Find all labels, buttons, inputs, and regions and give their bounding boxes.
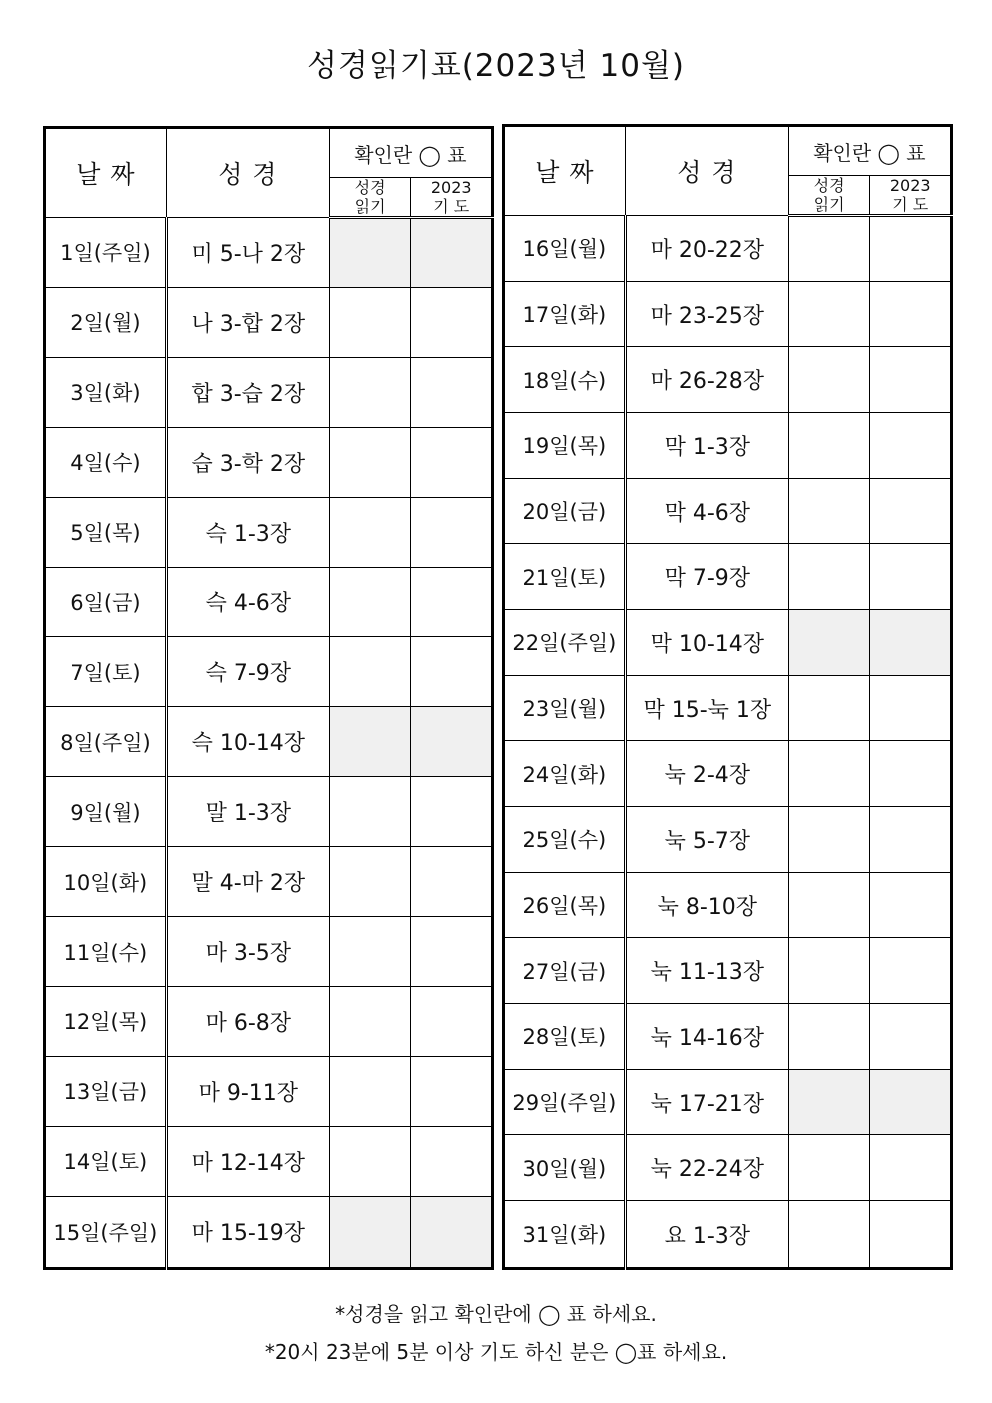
- prayer-check-cell[interactable]: [870, 544, 952, 610]
- table-row: [504, 938, 952, 1004]
- table-row: [45, 986, 493, 1056]
- row-date: 21일(토): [504, 544, 626, 610]
- reading-check-cell[interactable]: [788, 1004, 870, 1070]
- prayer-check-cell[interactable]: [870, 807, 952, 873]
- row-reading: 말 1-3장: [166, 777, 329, 847]
- header-prayer-line1: 2023: [889, 176, 931, 195]
- row-reading: 막 15-눅 1장: [625, 675, 788, 741]
- row-date: 4일(수): [45, 427, 167, 497]
- reading-check-cell[interactable]: [788, 347, 870, 413]
- header-bible-reading: [329, 178, 411, 218]
- prayer-check-cell[interactable]: [411, 777, 493, 847]
- left-table-body: [45, 218, 493, 1269]
- header-prayer-line2: 기 도: [892, 195, 929, 214]
- table-row: [504, 347, 952, 413]
- row-date: 14일(토): [45, 1126, 167, 1196]
- reading-check-cell[interactable]: [329, 497, 411, 567]
- row-reading: 눅 17-21장: [625, 1069, 788, 1135]
- row-date: 25일(수): [504, 807, 626, 873]
- row-date: 28일(토): [504, 1004, 626, 1070]
- table-row: [504, 1201, 952, 1269]
- table-row: [45, 917, 493, 987]
- header-date: 날 짜: [45, 128, 167, 218]
- row-date: 19일(목): [504, 413, 626, 479]
- row-reading: 합 3-습 2장: [166, 357, 329, 427]
- footnote-prayer: *20시 23분에 5분 이상 기도 하신 분은 ◯표 하세요.: [264, 1340, 728, 1364]
- reading-check-cell[interactable]: [788, 938, 870, 1004]
- header-prayer: [411, 178, 493, 218]
- prayer-check-cell[interactable]: [411, 986, 493, 1056]
- row-date: 13일(금): [45, 1056, 167, 1126]
- table-row: [504, 675, 952, 741]
- table-row: [45, 707, 493, 777]
- reading-check-cell[interactable]: [329, 1056, 411, 1126]
- row-reading: 눅 2-4장: [625, 741, 788, 807]
- reading-check-cell[interactable]: [329, 427, 411, 497]
- prayer-check-cell[interactable]: [411, 218, 493, 288]
- table-row: [504, 1069, 952, 1135]
- row-reading: 마 3-5장: [166, 917, 329, 987]
- row-date: 31일(화): [504, 1201, 626, 1269]
- reading-check-cell[interactable]: [329, 637, 411, 707]
- reading-check-cell[interactable]: [329, 1126, 411, 1196]
- row-reading: 눅 5-7장: [625, 807, 788, 873]
- reading-check-cell[interactable]: [329, 986, 411, 1056]
- prayer-check-cell[interactable]: [411, 917, 493, 987]
- reading-check-cell[interactable]: [329, 1196, 411, 1268]
- table-row: [45, 218, 493, 288]
- reading-check-cell[interactable]: [329, 357, 411, 427]
- prayer-check-cell[interactable]: [870, 1069, 952, 1135]
- prayer-check-cell[interactable]: [870, 1201, 952, 1269]
- table-row: [504, 872, 952, 938]
- row-reading: 슥 4-6장: [166, 567, 329, 637]
- row-date: 18일(수): [504, 347, 626, 413]
- prayer-check-cell[interactable]: [870, 1135, 952, 1201]
- header-prayer-line2: 기 도: [433, 197, 470, 216]
- prayer-check-cell[interactable]: [411, 427, 493, 497]
- header-bible-reading-line2: 읽기: [354, 197, 386, 216]
- header-scripture: 성 경: [166, 128, 329, 218]
- reading-check-cell[interactable]: [788, 1135, 870, 1201]
- row-date: 5일(목): [45, 497, 167, 567]
- row-date: 1일(주일): [45, 218, 167, 288]
- table-row: [45, 1056, 493, 1126]
- prayer-check-cell[interactable]: [411, 1056, 493, 1126]
- header-prayer-line1: 2023: [430, 178, 472, 197]
- reading-check-cell[interactable]: [788, 807, 870, 873]
- prayer-check-cell[interactable]: [411, 1126, 493, 1196]
- page-title: 성경읽기표(2023년 10월): [306, 48, 685, 84]
- row-reading: 습 3-학 2장: [166, 427, 329, 497]
- row-date: 12일(목): [45, 986, 167, 1056]
- header-bible-reading: [788, 176, 870, 216]
- row-date: 22일(주일): [504, 610, 626, 676]
- prayer-check-cell[interactable]: [870, 347, 952, 413]
- reading-check-cell[interactable]: [329, 777, 411, 847]
- table-row: [504, 610, 952, 676]
- row-reading: 막 1-3장: [625, 413, 788, 479]
- header-check: 확인란 ◯ 표: [329, 128, 492, 178]
- prayer-check-cell[interactable]: [411, 847, 493, 917]
- reading-check-cell[interactable]: [329, 847, 411, 917]
- row-date: 15일(주일): [45, 1196, 167, 1268]
- row-reading: 슥 7-9장: [166, 637, 329, 707]
- row-date: 7일(토): [45, 637, 167, 707]
- reading-check-cell[interactable]: [329, 567, 411, 637]
- table-row: [504, 741, 952, 807]
- prayer-check-cell[interactable]: [411, 1196, 493, 1268]
- row-date: 11일(수): [45, 917, 167, 987]
- table-row: [45, 497, 493, 567]
- row-date: 23일(월): [504, 675, 626, 741]
- reading-check-cell[interactable]: [788, 872, 870, 938]
- header-bible-reading-line1: 성경: [354, 178, 386, 197]
- reading-check-cell[interactable]: [788, 413, 870, 479]
- prayer-check-cell[interactable]: [411, 637, 493, 707]
- reading-check-cell[interactable]: [329, 287, 411, 357]
- prayer-check-cell[interactable]: [870, 1004, 952, 1070]
- prayer-check-cell[interactable]: [411, 707, 493, 777]
- right-table-body: [504, 216, 952, 1269]
- row-date: 16일(월): [504, 216, 626, 282]
- prayer-check-cell[interactable]: [411, 287, 493, 357]
- table-row: [504, 807, 952, 873]
- row-date: 26일(목): [504, 872, 626, 938]
- prayer-check-cell[interactable]: [870, 741, 952, 807]
- table-row: [45, 357, 493, 427]
- reading-check-cell[interactable]: [788, 1069, 870, 1135]
- row-reading: 마 15-19장: [166, 1196, 329, 1268]
- row-reading: 말 4-마 2장: [166, 847, 329, 917]
- row-reading: 마 23-25장: [625, 281, 788, 347]
- header-prayer: [870, 176, 952, 216]
- table-row: [504, 216, 952, 282]
- table-row: [45, 287, 493, 357]
- row-reading: 눅 22-24장: [625, 1135, 788, 1201]
- row-reading: 마 20-22장: [625, 216, 788, 282]
- row-reading: 눅 11-13장: [625, 938, 788, 1004]
- table-row: [45, 427, 493, 497]
- prayer-check-cell[interactable]: [870, 675, 952, 741]
- reading-check-cell[interactable]: [788, 478, 870, 544]
- reading-table-right: [502, 124, 953, 1270]
- row-reading: 요 1-3장: [625, 1201, 788, 1269]
- row-reading: 마 9-11장: [166, 1056, 329, 1126]
- header-date: 날 짜: [504, 126, 626, 216]
- header-bible-reading-line1: 성경: [813, 176, 845, 195]
- row-date: 29일(주일): [504, 1069, 626, 1135]
- row-reading: 미 5-나 2장: [166, 218, 329, 288]
- row-date: 6일(금): [45, 567, 167, 637]
- table-row: [504, 281, 952, 347]
- row-date: 17일(화): [504, 281, 626, 347]
- prayer-check-cell[interactable]: [870, 478, 952, 544]
- reading-table-left: [43, 126, 494, 1270]
- row-reading: 나 3-합 2장: [166, 287, 329, 357]
- table-row: [45, 567, 493, 637]
- row-reading: 막 7-9장: [625, 544, 788, 610]
- header-check: 확인란 ◯ 표: [788, 126, 951, 176]
- row-date: 30일(월): [504, 1135, 626, 1201]
- row-reading: 눅 14-16장: [625, 1004, 788, 1070]
- row-reading: 슥 1-3장: [166, 497, 329, 567]
- row-date: 24일(화): [504, 741, 626, 807]
- reading-check-cell[interactable]: [788, 544, 870, 610]
- row-date: 2일(월): [45, 287, 167, 357]
- row-date: 8일(주일): [45, 707, 167, 777]
- prayer-check-cell[interactable]: [870, 610, 952, 676]
- prayer-check-cell[interactable]: [870, 216, 952, 282]
- table-row: [45, 777, 493, 847]
- table-row: [504, 413, 952, 479]
- reading-check-cell[interactable]: [788, 675, 870, 741]
- table-row: [45, 1196, 493, 1268]
- row-reading: 눅 8-10장: [625, 872, 788, 938]
- row-date: 3일(화): [45, 357, 167, 427]
- row-reading: 마 26-28장: [625, 347, 788, 413]
- reading-check-cell[interactable]: [788, 1201, 870, 1269]
- prayer-check-cell[interactable]: [870, 938, 952, 1004]
- table-row: [45, 637, 493, 707]
- header-scripture: 성 경: [625, 126, 788, 216]
- prayer-check-cell[interactable]: [411, 497, 493, 567]
- row-reading: 막 4-6장: [625, 478, 788, 544]
- reading-check-cell[interactable]: [788, 741, 870, 807]
- reading-check-cell[interactable]: [329, 917, 411, 987]
- prayer-check-cell[interactable]: [870, 413, 952, 479]
- footnote-reading: *성경을 읽고 확인란에 ◯ 표 하세요.: [335, 1302, 657, 1326]
- row-reading: 막 10-14장: [625, 610, 788, 676]
- table-row: [504, 478, 952, 544]
- row-date: 10일(화): [45, 847, 167, 917]
- reading-check-cell[interactable]: [788, 216, 870, 282]
- row-reading: 마 12-14장: [166, 1126, 329, 1196]
- header-bible-reading-line2: 읽기: [813, 195, 845, 214]
- prayer-check-cell[interactable]: [411, 567, 493, 637]
- table-row: [504, 1135, 952, 1201]
- table-row: [45, 1126, 493, 1196]
- prayer-check-cell[interactable]: [870, 281, 952, 347]
- reading-check-cell[interactable]: [788, 610, 870, 676]
- table-row: [504, 544, 952, 610]
- row-reading: 슥 10-14장: [166, 707, 329, 777]
- row-date: 27일(금): [504, 938, 626, 1004]
- reading-check-cell[interactable]: [329, 707, 411, 777]
- row-date: 9일(월): [45, 777, 167, 847]
- row-date: 20일(금): [504, 478, 626, 544]
- reading-check-cell[interactable]: [329, 218, 411, 288]
- prayer-check-cell[interactable]: [870, 872, 952, 938]
- reading-check-cell[interactable]: [788, 281, 870, 347]
- table-row: [504, 1004, 952, 1070]
- prayer-check-cell[interactable]: [411, 357, 493, 427]
- row-reading: 마 6-8장: [166, 986, 329, 1056]
- table-row: [45, 847, 493, 917]
